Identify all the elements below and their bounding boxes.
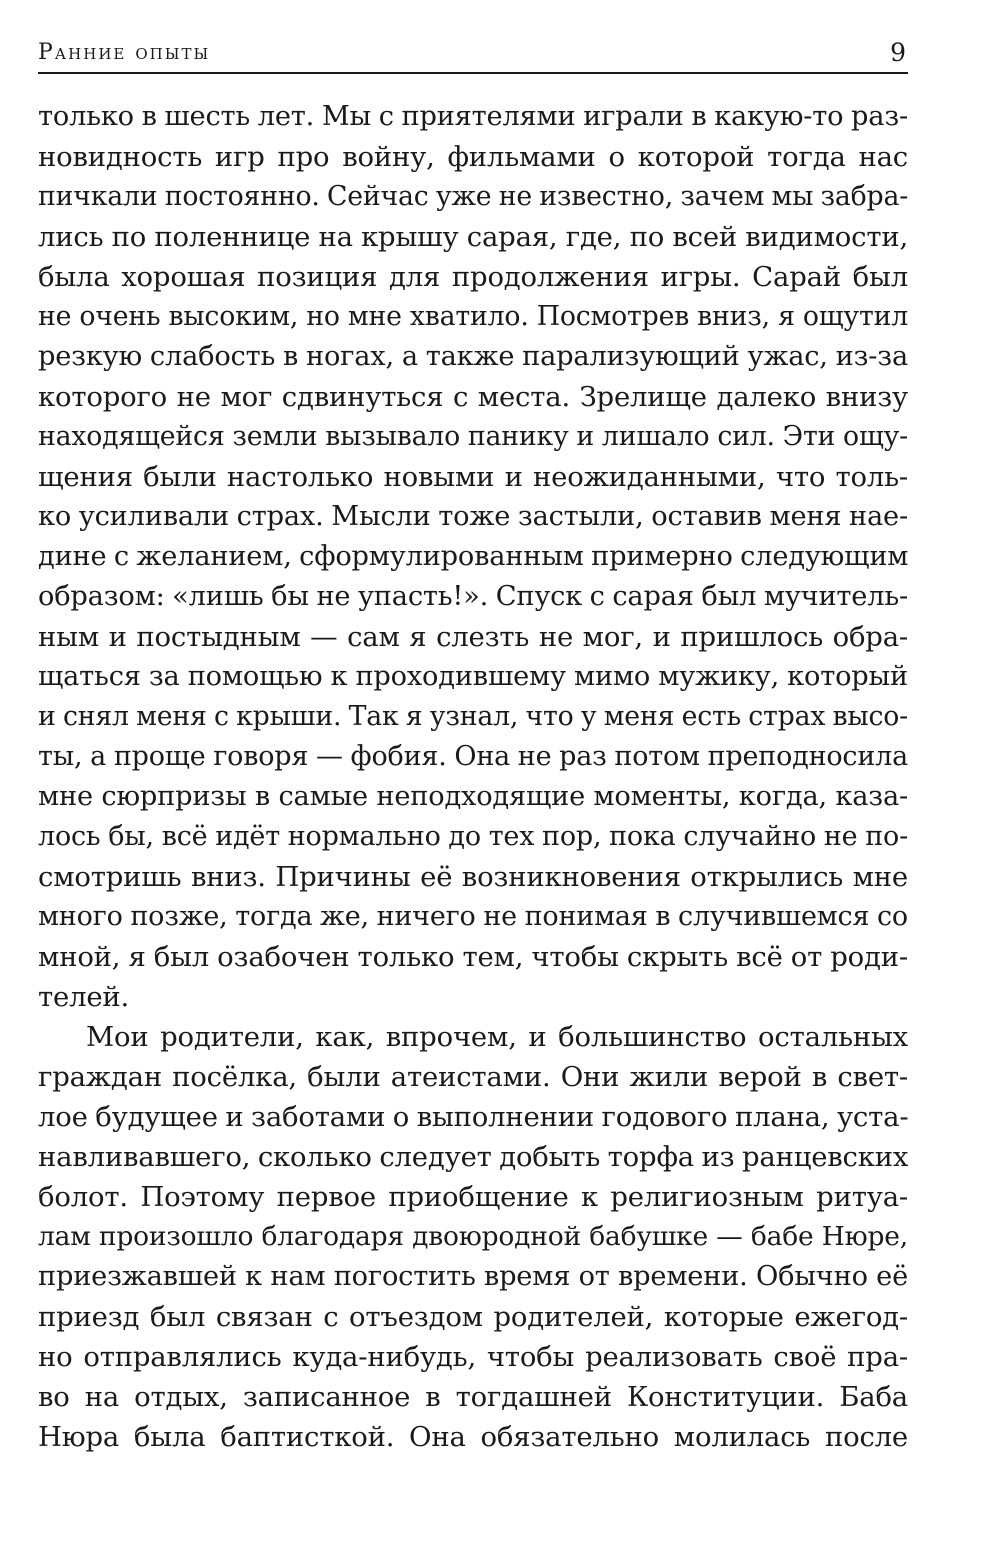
text-line: новидность игр про войну, фильмами о которой тогда нас: [38, 141, 908, 173]
text-line: лись по поленнице на крышу сарая, где, по всей видимости,: [38, 221, 908, 253]
text-line: ко усиливали страх. Мысли тоже застыли, оставив меня нае-: [38, 501, 908, 532]
text-line: приезд был связан с отъездом родителей, которые ежегод-: [38, 1301, 908, 1333]
text-line: лам произошло благодаря двоюродной бабушке — бабе Нюре,: [38, 1221, 908, 1252]
text-line: болот. Поэтому первое приобщение к религиозным ритуа-: [38, 1181, 908, 1213]
text-line: которого не мог сдвинуться с места. Зрелище далеко внизу: [38, 381, 908, 413]
text-line: не очень высоким, но мне хватило. Посмотрев вниз, я ощутил: [38, 301, 908, 332]
text-line: мной, я был озабочен только тем, чтобы скрыть всё от роди-: [38, 941, 908, 973]
text-line: мне сюрпризы в самые неподходящие моменты, когда, каза-: [38, 781, 908, 812]
text-line: щения были настолько новыми и неожиданными, что толь-: [38, 461, 908, 493]
paragraph-1: [38, 97, 908, 1017]
text-line: дине с желанием, сформулированным примерно следующим: [38, 541, 909, 572]
text-line: находящейся земли вызывало панику и лишало сил. Эти ощу-: [38, 421, 908, 452]
text-line: во на отдых, записанное в тогдашней Конституции. Баба: [38, 1381, 908, 1413]
text-line: лое будущее и заботами о выполнении годового плана, уста-: [38, 1101, 909, 1133]
text-line: ным и постыдным — сам я слезть не мог, и пришлось обра-: [38, 621, 908, 653]
text-line: резкую слабость в ногах, а также парализующий ужас, из-за: [38, 341, 908, 372]
running-header: [38, 38, 908, 74]
page-number: 9: [890, 38, 906, 67]
body-text: [38, 97, 908, 1457]
text-line: смотришь вниз. Причины её возникновения открылись мне: [38, 861, 908, 893]
text-line: Нюра была баптисткой. Она обязательно молилась после: [38, 1421, 908, 1453]
paragraph-2: [38, 1017, 908, 1457]
text-line: граждан посёлка, были атеистами. Они жили верой в свет-: [38, 1061, 908, 1093]
text-line: но отправлялись куда-нибудь, чтобы реализовать своё пра-: [38, 1341, 908, 1373]
running-title: Ранние опыты: [38, 40, 211, 65]
text-line: и снял меня с крыши. Так я узнал, что у меня есть страх высо-: [38, 701, 908, 732]
text-line: приезжавшей к нам погостить время от времени. Обычно её: [38, 1261, 908, 1292]
text-line: была хорошая позиция для продолжения игры. Сарай был: [38, 261, 908, 293]
text-line: телей.: [38, 981, 130, 1013]
text-line: пичкали постоянно. Сейчас уже не известно, зачем мы забра-: [38, 181, 909, 212]
text-line: ты, а проще говоря — фобия. Она не раз потом преподносила: [38, 741, 908, 772]
text-line: только в шесть лет. Мы с приятелями играли в какую-то раз-: [38, 101, 908, 132]
text-line: щаться за помощью к проходившему мимо мужику, который: [38, 661, 908, 692]
text-line: лось бы, всё идёт нормально до тех пор, пока случайно не по-: [38, 821, 908, 852]
text-line: Мои родители, как, впрочем, и большинство остальных: [86, 1021, 908, 1053]
text-line: много позже, тогда же, ничего не понимая в случившемся со: [38, 901, 908, 932]
text-line: навливавшего, сколько следует добыть торфа из ранцевских: [38, 1141, 909, 1173]
text-line: образом: «лишь бы не упасть!». Спуск с сарая был мучитель-: [38, 581, 908, 612]
